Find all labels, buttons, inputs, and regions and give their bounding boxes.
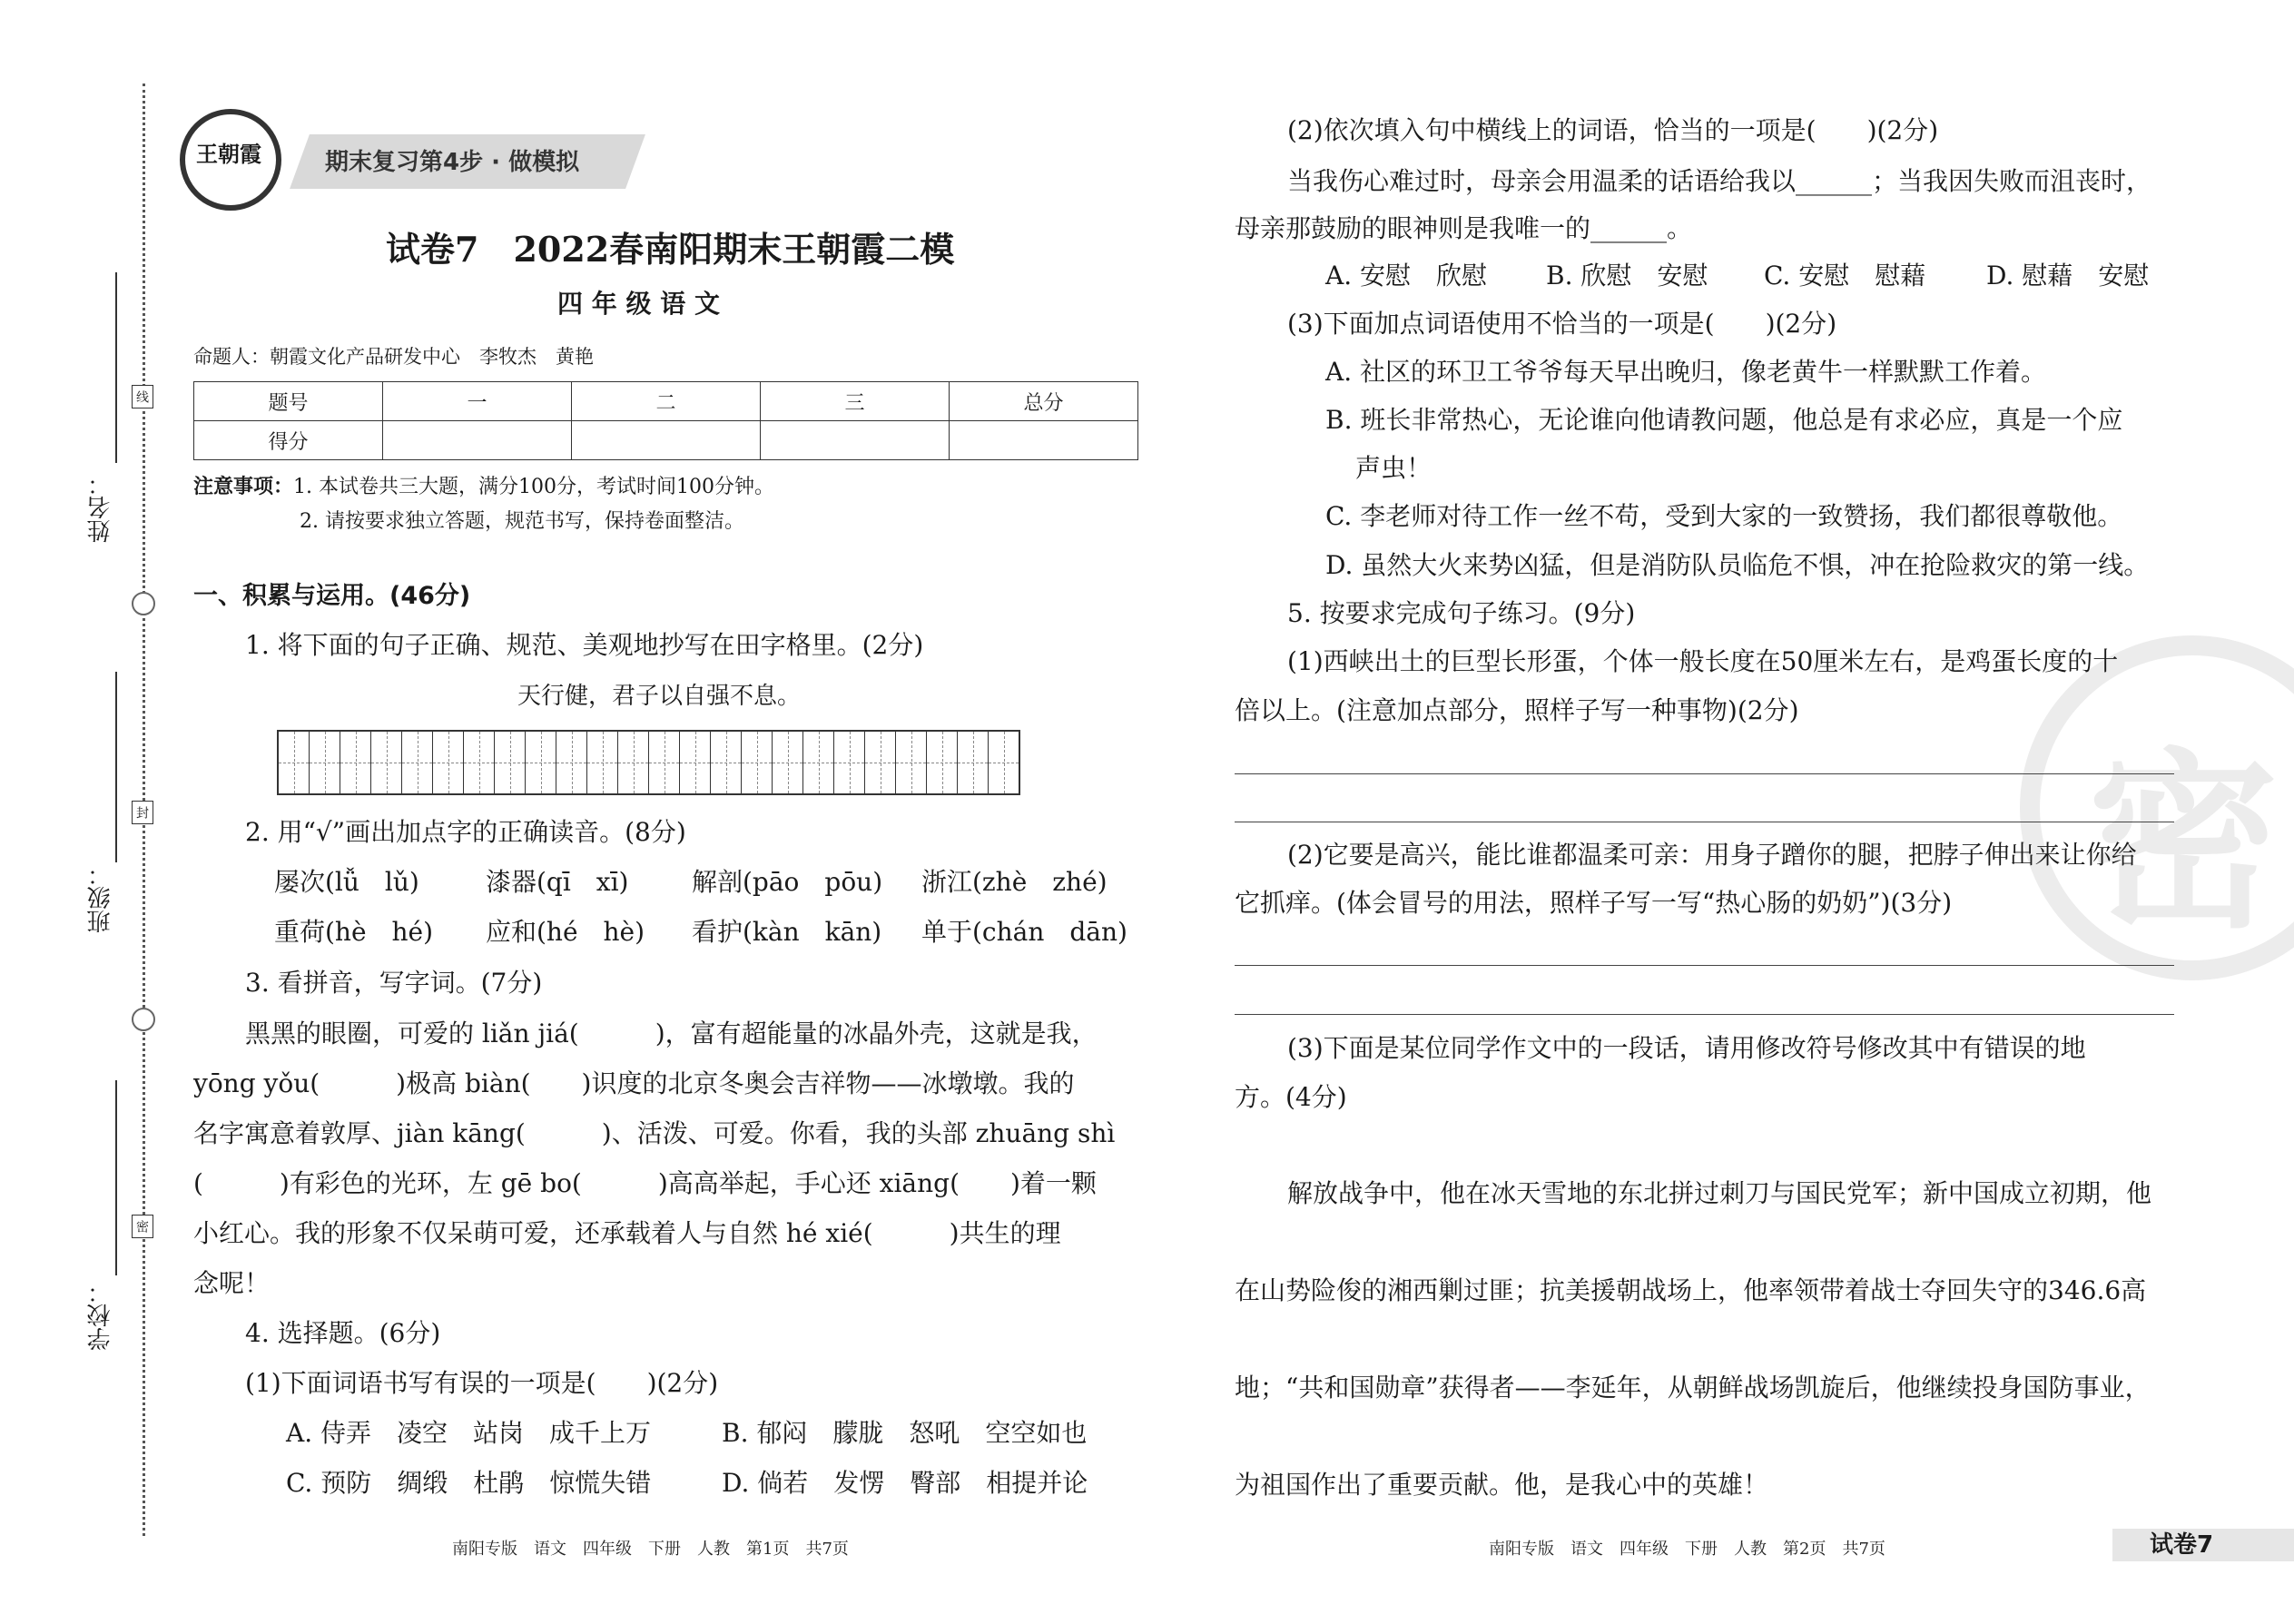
question-3: 3. 看拼音，写字词。(7分) <box>245 968 543 998</box>
score-cell[interactable] <box>761 421 950 460</box>
notes-item-1: 1. 本试卷共三大题，满分100分，考试时间100分钟。 <box>293 476 774 498</box>
option-b-cont: 声虫！ <box>1355 453 1433 483</box>
score-cell[interactable] <box>383 421 572 460</box>
grid-cell[interactable] <box>803 732 834 793</box>
pinyin-item: 应和(hé hè) <box>486 917 645 947</box>
grid-cell[interactable] <box>556 732 587 793</box>
grid-cell[interactable] <box>865 732 896 793</box>
grid-cell[interactable] <box>310 732 340 793</box>
pinyin-item: 单于(chán dān) <box>921 917 1127 947</box>
footer-left: 南阳专版 语文 四年级 下册 人教 第1页 共7页 <box>452 1540 849 1559</box>
name-label: 姓名： <box>87 472 114 543</box>
option-d: D. 虽然大火来势凶猛，但是消防队员临危不惧，冲在抢险救灾的第一线。 <box>1325 550 2150 580</box>
question-4-1: (1)下面词语书写有误的一项是( )(2分) <box>245 1368 719 1398</box>
question-2: 2. 用“√”画出加点字的正确读音。(8分) <box>245 817 686 847</box>
q5-2-line: 它抓痒。(体会冒号的用法，照样子写一写“热心肠的奶奶”)(3分) <box>1235 888 1953 918</box>
passage-line: 黑黑的眼圈，可爱的 liǎn jiá( )，富有超能量的冰晶外壳，这就是我， <box>245 1019 1098 1048</box>
grid-cell[interactable] <box>433 732 464 793</box>
grid-cell[interactable] <box>618 732 649 793</box>
q5-3-line: (3)下面是某位同学作文中的一段话，请用修改符号修改其中有错误的地 <box>1287 1033 2086 1063</box>
option-b: B. 班长非常热心，无论谁向他请教问题，他总是有求必应，真是一个应 <box>1325 405 2123 435</box>
pinyin-item: 重荷(hè hé) <box>274 917 434 947</box>
score-row-label: 得分 <box>194 421 383 460</box>
seal-watermark-text: 密 <box>2088 732 2279 954</box>
grid-cell[interactable] <box>989 732 1019 793</box>
grid-cell[interactable] <box>711 732 742 793</box>
passage-line: 名字寓意着敦厚、jiàn kāng( )、活泼、可爱。你看，我的头部 zhuāng shì <box>193 1118 1116 1148</box>
q4-2-line: 母亲那鼓励的眼神则是我唯一的______。 <box>1235 213 1693 243</box>
option-c: C. 预防 绸缎 杜鹃 惊慌失错 <box>286 1468 652 1498</box>
notes-item-2: 2. 请按要求独立答题，规范书写，保持卷面整洁。 <box>300 510 744 533</box>
grid-cell[interactable] <box>834 732 865 793</box>
score-table <box>193 381 1138 460</box>
pinyin-item: 看护(kàn kān) <box>692 917 882 947</box>
grid-cell[interactable] <box>464 732 495 793</box>
option-d: D. 倘若 发愣 臀部 相提并论 <box>722 1468 1088 1498</box>
score-cell[interactable] <box>572 421 761 460</box>
grid-cell[interactable] <box>927 732 958 793</box>
essay-line: 解放战争中，他在冰天雪地的东北拼过刺刀与国民党军；新中国成立初期，他 <box>1287 1178 2152 1208</box>
class-field[interactable] <box>115 672 117 862</box>
option-a: A. 安慰 欣慰 <box>1325 261 1488 290</box>
option-b: B. 欣慰 安慰 <box>1546 261 1708 290</box>
binding-hole-icon <box>132 1008 155 1031</box>
passage-line: 小红心。我的形象不仅呆萌可爱，还承载着人与自然 hé xié( )共生的理 <box>193 1218 1061 1248</box>
grid-cell[interactable] <box>958 732 989 793</box>
binding-mark-seal: 封 <box>132 801 153 824</box>
pinyin-item: 解剖(pāo pōu) <box>692 867 883 897</box>
question-4-2: (2)依次填入句中横线上的词语，恰当的一项是( )(2分) <box>1287 115 1939 145</box>
ribbon-text: 期末复习第4步 · 做模拟 <box>325 149 580 176</box>
option-c: C. 安慰 慰藉 <box>1764 261 1926 290</box>
q5-1-line: (1)西峡出土的巨型长形蛋，个体一般长度在50厘米左右，是鸡蛋长度的十 <box>1287 646 2119 676</box>
grid-cell[interactable] <box>680 732 711 793</box>
score-header-cell: 二 <box>572 382 761 421</box>
pinyin-item: 漆器(qī xī) <box>486 867 629 897</box>
passage-line: 念呢！ <box>193 1268 271 1298</box>
name-field[interactable] <box>115 272 117 463</box>
authors: 命题人：朝霞文化产品研发中心 李牧杰 黄艳 <box>193 346 594 368</box>
question-5: 5. 按要求完成句子练习。(9分) <box>1287 598 1636 628</box>
grid-cell[interactable] <box>402 732 433 793</box>
score-header-cell: 一 <box>383 382 572 421</box>
question-4-3: (3)下面加点词语使用不恰当的一项是( )(2分) <box>1287 309 1837 339</box>
score-header-cell: 题号 <box>194 382 383 421</box>
page-title: 试卷7 2022春南阳期末王朝霞二模 <box>386 229 955 270</box>
grid-cell[interactable] <box>896 732 927 793</box>
copy-sentence: 天行健，君子以自强不息。 <box>517 683 802 710</box>
score-header-cell: 总分 <box>950 382 1138 421</box>
notes-line-1 <box>193 472 774 503</box>
grid-cell[interactable] <box>587 732 618 793</box>
grid-cell[interactable] <box>773 732 803 793</box>
grid-cell[interactable] <box>371 732 402 793</box>
binding-mark-close: 密 <box>132 1215 153 1238</box>
question-4: 4. 选择题。(6分) <box>245 1318 441 1348</box>
option-b: B. 郁闷 朦胧 怒吼 空空如也 <box>722 1418 1088 1448</box>
answer-line[interactable] <box>1235 1014 2174 1015</box>
grid-cell[interactable] <box>526 732 556 793</box>
brand-logo <box>180 109 281 211</box>
class-label: 班级： <box>87 862 114 933</box>
tianzige-grid[interactable] <box>277 730 1020 795</box>
option-c: C. 李老师对待工作一丝不苟，受到大家的一致赞扬，我们都很尊敬他。 <box>1325 501 2123 531</box>
option-a: A. 侍弄 凌空 站岗 成千上万 <box>286 1418 652 1448</box>
score-header-cell: 三 <box>761 382 950 421</box>
score-cell[interactable] <box>950 421 1138 460</box>
question-1: 1. 将下面的句子正确、规范、美观地抄写在田字格里。(2分) <box>245 630 924 660</box>
binding-mark-line: 线 <box>132 385 153 408</box>
logo-text: 王朝霞 <box>196 141 261 167</box>
essay-line: 在山势险俊的湘西剿过匪；抗美援朝战场上，他率领带着战士夺回失守的346.6高 <box>1235 1275 2147 1305</box>
grid-cell[interactable] <box>495 732 526 793</box>
footer-right: 南阳专版 语文 四年级 下册 人教 第2页 共7页 <box>1489 1540 1885 1559</box>
answer-line[interactable] <box>1235 773 2174 774</box>
q5-1-line: 倍以上。(注意加点部分，照样子写一种事物)(2分) <box>1235 695 1799 725</box>
q4-2-line: 当我伤心难过时，母亲会用温柔的话语给我以______；当我因失败而沮丧时， <box>1287 166 2152 196</box>
notes-label: 注意事项： <box>193 476 294 498</box>
passage-line: ( )有彩色的光环，左 gē bo( )高高举起，手心还 xiāng( )着一颗 <box>193 1168 1097 1198</box>
grid-cell[interactable] <box>279 732 310 793</box>
passage-line: yōng yǒu( )极高 biàn( )识度的北京冬奥会吉祥物——冰墩墩。我的 <box>193 1068 1075 1098</box>
section-1-title: 一、积累与运用。(46分) <box>193 582 471 610</box>
option-d: D. 慰藉 安慰 <box>1986 261 2150 290</box>
grid-cell[interactable] <box>649 732 680 793</box>
grid-cell[interactable] <box>742 732 773 793</box>
grid-cell[interactable] <box>340 732 371 793</box>
q5-2-line: (2)它要是高兴，能比谁都温柔可亲：用身子蹭你的腿，把脖子伸出来让你给 <box>1287 840 2137 870</box>
q5-3-line: 方。(4分) <box>1235 1082 1347 1112</box>
binding-hole-icon <box>132 592 155 615</box>
option-a: A. 社区的环卫工爷爷每天早出晚归，像老黄牛一样默默工作着。 <box>1325 357 2047 387</box>
school-label: 学校： <box>87 1280 114 1351</box>
essay-line: 为祖国作出了重要贡献。他，是我心中的英雄！ <box>1235 1470 1769 1500</box>
school-field[interactable] <box>115 1080 117 1275</box>
essay-line: 地；“共和国勋章”获得者——李延年，从朝鲜战场凯旋后，他继续投身国防事业， <box>1235 1373 2151 1403</box>
answer-line[interactable] <box>1235 965 2174 966</box>
pinyin-item: 屡次(lǚ lǔ) <box>274 867 419 897</box>
page-subtitle: 四 年 级 语 文 <box>557 289 720 319</box>
paper-label: 试卷7 <box>2150 1531 2214 1559</box>
pinyin-item: 浙江(zhè zhé) <box>921 867 1108 897</box>
